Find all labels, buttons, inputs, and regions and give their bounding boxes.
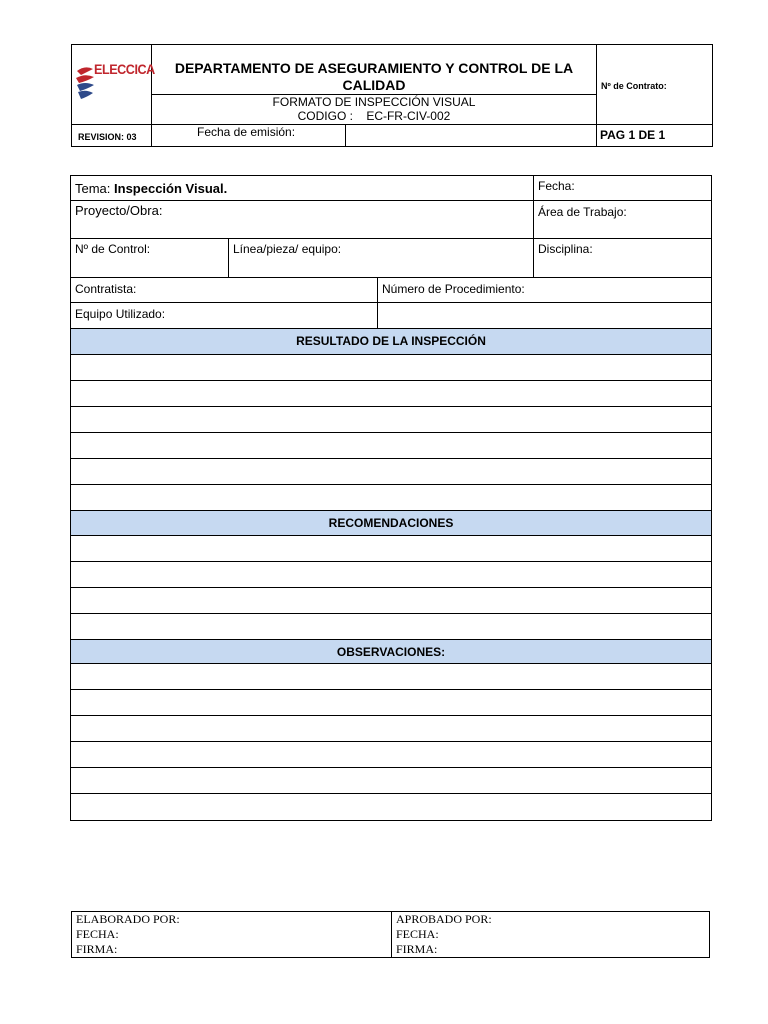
logo-cell — [72, 45, 155, 125]
contratista-field[interactable] — [71, 278, 378, 302]
emission-date-field[interactable] — [346, 125, 597, 147]
observaciones-line-6[interactable] — [71, 794, 711, 820]
emission-date-label: Fecha de emisión: — [152, 125, 346, 147]
tema-field[interactable] — [71, 176, 534, 200]
recomendaciones-line-2[interactable] — [71, 562, 711, 588]
contratista-label: Contratista: — [75, 282, 137, 296]
equipo-label: Equipo Utilizado: — [75, 307, 166, 321]
contratista-row — [71, 278, 711, 303]
control-label: Nº de Control: — [75, 242, 151, 256]
department-title: DEPARTAMENTO DE ASEGURAMIENTO Y CONTROL DE LA CALIDAD — [152, 45, 597, 95]
linea-label: Línea/pieza/ equipo: — [233, 242, 342, 256]
resultado-line-2[interactable] — [71, 381, 711, 407]
proyecto-row — [71, 201, 711, 239]
format-title: FORMATO DE INSPECCIÓN VISUAL — [272, 95, 476, 109]
equipo-row — [71, 303, 711, 329]
linea-field[interactable] — [229, 239, 534, 277]
logo-text: ELECCICA — [94, 61, 155, 77]
elaborado-firma-label: FIRMA: — [76, 942, 118, 956]
observaciones-line-5[interactable] — [71, 768, 711, 794]
aprobado-firma-label: FIRMA: — [396, 942, 438, 956]
disciplina-label: Disciplina: — [538, 242, 593, 256]
resultado-line-3[interactable] — [71, 407, 711, 433]
proyecto-field[interactable] — [71, 201, 534, 238]
contract-number-label: Nº de Contrato: — [597, 45, 713, 125]
tema-row — [71, 176, 711, 201]
format-title-block — [152, 95, 597, 125]
fecha-field[interactable] — [534, 176, 712, 200]
signature-table — [71, 911, 710, 958]
page-number: PAG 1 DE 1 — [600, 128, 666, 142]
procedimiento-field[interactable] — [378, 278, 712, 302]
proyecto-label: Proyecto/Obra: — [75, 203, 163, 218]
recomendaciones-line-3[interactable] — [71, 588, 711, 614]
resultado-line-4[interactable] — [71, 433, 711, 459]
recomendaciones-line-4[interactable] — [71, 614, 711, 640]
recomendaciones-line-1[interactable] — [71, 536, 711, 562]
procedimiento-label: Número de Procedimiento: — [382, 282, 525, 296]
observaciones-line-2[interactable] — [71, 690, 711, 716]
tema-value: Inspección Visual. — [114, 181, 228, 196]
control-field[interactable] — [71, 239, 229, 277]
aprobado-label: APROBADO POR: — [396, 912, 492, 926]
revision-label: REVISION: 03 — [72, 125, 152, 147]
control-row — [71, 239, 711, 278]
inspection-form — [70, 175, 712, 821]
aprobado-block[interactable] — [392, 912, 710, 957]
elaborado-label: ELABORADO POR: — [76, 912, 180, 926]
equipo-field[interactable] — [71, 303, 378, 328]
resultado-line-1[interactable] — [71, 355, 711, 381]
elaborado-block[interactable] — [72, 912, 392, 957]
resultado-line-6[interactable] — [71, 485, 711, 511]
observaciones-section-header: OBSERVACIONES: — [71, 640, 711, 664]
format-code: CODIGO : EC-FR-CIV-002 — [297, 109, 451, 123]
observaciones-line-4[interactable] — [71, 742, 711, 768]
observaciones-line-3[interactable] — [71, 716, 711, 742]
recomendaciones-section-header: RECOMENDACIONES — [71, 511, 711, 536]
area-field[interactable] — [534, 201, 712, 238]
resultado-line-5[interactable] — [71, 459, 711, 485]
disciplina-field[interactable] — [534, 239, 712, 277]
elaborado-fecha-label: FECHA: — [76, 927, 119, 941]
tema-label: Tema: — [75, 181, 115, 196]
resultado-section-header: RESULTADO DE LA INSPECCIÓN — [71, 329, 711, 355]
fecha-label: Fecha: — [538, 179, 575, 193]
equipo-value-field[interactable] — [378, 303, 712, 328]
area-label: Área de Trabajo: — [538, 205, 627, 219]
aprobado-fecha-label: FECHA: — [396, 927, 439, 941]
document-header — [71, 44, 713, 147]
observaciones-line-1[interactable] — [71, 664, 711, 690]
